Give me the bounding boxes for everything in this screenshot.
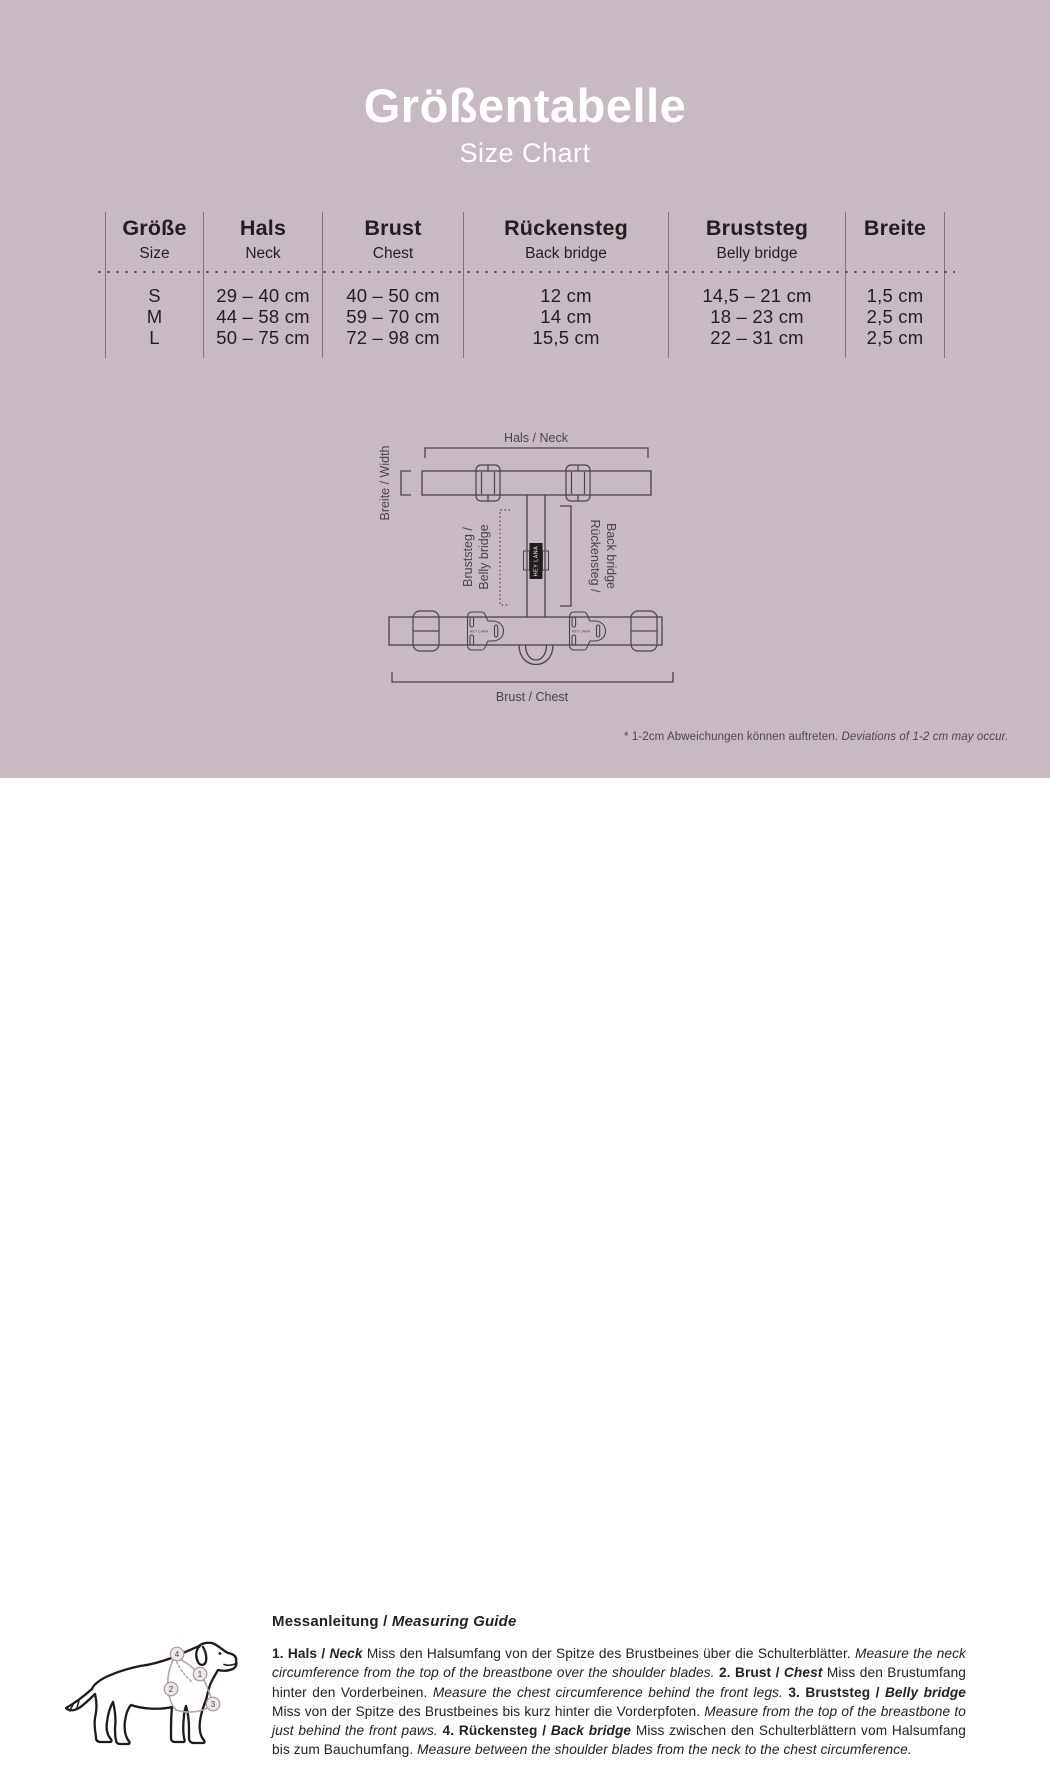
diagram-neck-label: Hals / Neck	[504, 431, 568, 445]
belly-bridge-bracket	[500, 510, 510, 605]
harness-diagram	[360, 425, 700, 715]
dog-measuring-illustration	[52, 1628, 265, 1776]
table-cell: 50 – 75 cm	[216, 327, 310, 348]
table-column-neck	[203, 212, 322, 358]
table-cell: 59 – 70 cm	[346, 306, 440, 327]
neck-bracket	[425, 448, 648, 458]
marker-3-number: 3	[210, 1700, 216, 1709]
column-header-de: Breite	[863, 216, 927, 240]
column-values	[669, 285, 845, 348]
diagram-back-label-2: Back bridge	[604, 522, 618, 590]
diagram-back-label-1: Rückensteg /	[588, 519, 602, 593]
table-cell: 15,5 cm	[532, 327, 600, 348]
table-column-belly-bridge	[668, 212, 845, 358]
table-cell: 2,5 cm	[866, 306, 924, 327]
guide-heading-de: Messanleitung /	[272, 1613, 392, 1630]
dog-hind-leg-rear	[95, 1694, 113, 1742]
neck-strap	[422, 471, 651, 495]
dog-eye	[219, 1652, 222, 1655]
guide-text: 1. Hals / Neck Miss den Halsumfang von der Spitze des Brustbeines über die Schulterblätter. Measure the neck circumference from the top of the breastbone over the shoulder blades. 2. Brust / Chest Miss den Brustumfang hinter den Vorderbeinen. Measure the chest circumference behind the front legs. 3. Bruststeg / Belly bridge Miss von der Spitze des Brustbeines bis kurz hinter die Vorderpfoten. Measure from the top of the breastbone to just behind the front paws. 4. Rückensteg / Back bridge Miss zwischen den Schulterblättern vom Halsumfang bis zum Bauchumfang. Measure between the shoulder blades from the neck to the chest circumference.	[272, 1646, 967, 1758]
dog-hind-leg-front	[113, 1702, 131, 1744]
chest-bracket	[392, 672, 673, 682]
guide-heading-en: Measuring Guide	[391, 1613, 517, 1630]
measuring-guide-section	[0, 778, 1050, 1758]
table-cell: L	[149, 327, 160, 348]
column-header-de: Brust	[364, 216, 422, 240]
table-cell: 2,5 cm	[866, 327, 924, 348]
guide-heading	[272, 1613, 966, 1630]
marker-1	[193, 1667, 207, 1681]
dog-tail	[66, 1689, 95, 1710]
table-column-breite	[845, 212, 945, 358]
table-cell: 22 – 31 cm	[710, 327, 804, 348]
table-dotted-divider	[95, 270, 955, 274]
table-column-chest	[322, 212, 463, 358]
column-values	[323, 285, 463, 348]
table-cell: 14,5 – 21 cm	[702, 285, 812, 306]
deviation-footnote	[624, 731, 1024, 743]
table-cell: 72 – 98 cm	[346, 327, 440, 348]
table-column-back-bridge	[463, 212, 668, 358]
width-bracket	[401, 471, 411, 495]
dog-front-leg-front	[186, 1700, 206, 1743]
column-header-de: Größe	[122, 216, 187, 240]
dog-topline	[92, 1643, 236, 1689]
column-header-de: Bruststeg	[705, 216, 809, 240]
dog-markers	[164, 1647, 220, 1711]
marker-2-number: 2	[168, 1685, 174, 1694]
column-header-en: Neck	[245, 245, 281, 262]
brand-tag-label: HEY LANA	[533, 545, 540, 577]
table-cell: 44 – 58 cm	[216, 306, 310, 327]
table-cell: 14 cm	[540, 306, 592, 327]
footnote-en: Deviations of 1-2 cm may occur.	[841, 731, 1009, 743]
table-cell: 1,5 cm	[866, 285, 924, 306]
table-column-size	[105, 212, 203, 358]
table-cell: 18 – 23 cm	[710, 306, 804, 327]
table-cell: 29 – 40 cm	[216, 285, 310, 306]
column-values	[464, 285, 668, 348]
column-header-en: Size	[139, 245, 170, 262]
table-cell: M	[146, 306, 163, 327]
column-header-de: Hals	[239, 216, 287, 240]
column-header-en: Back bridge	[525, 245, 607, 262]
d-ring	[519, 645, 553, 665]
marker-3	[206, 1697, 220, 1711]
marker-2	[164, 1682, 178, 1696]
column-header-de: Rückensteg	[504, 216, 628, 240]
dog-mouth	[224, 1664, 235, 1665]
marker-1-number: 1	[197, 1670, 203, 1679]
size-table	[105, 212, 945, 358]
buckle-right-label: HEY LANA	[571, 629, 591, 634]
page-subtitle: Size Chart	[459, 138, 591, 168]
diagram-chest-label: Brust / Chest	[495, 690, 569, 704]
column-values	[846, 285, 944, 348]
column-values	[204, 285, 322, 348]
back-bridge-bracket	[560, 506, 571, 606]
column-header-en	[846, 243, 944, 264]
dog-ear	[196, 1646, 206, 1665]
column-header-en: Belly bridge	[716, 245, 798, 262]
page-title: Größentabelle	[363, 79, 687, 132]
diagram-width-label: Breite / Width	[378, 445, 392, 521]
marker-4	[170, 1647, 184, 1661]
column-header-en: Chest	[372, 245, 414, 262]
table-cell: S	[148, 285, 161, 306]
buckle-right	[570, 612, 606, 650]
table-cell: 12 cm	[540, 285, 592, 306]
buckle-left	[468, 612, 504, 650]
diagram-belly-label-1: Bruststeg /	[461, 527, 475, 587]
column-values	[106, 285, 203, 348]
diagram-belly-label-2: Belly bridge	[477, 524, 491, 590]
marker-4-number: 4	[174, 1650, 180, 1659]
buckle-left-label: HEY LANA	[469, 629, 489, 634]
size-chart-section	[0, 0, 1050, 778]
footnote-de: * 1-2cm Abweichungen können auftreten.	[624, 731, 842, 743]
dog-belly-line	[131, 1705, 172, 1709]
table-cell: 40 – 50 cm	[346, 285, 440, 306]
